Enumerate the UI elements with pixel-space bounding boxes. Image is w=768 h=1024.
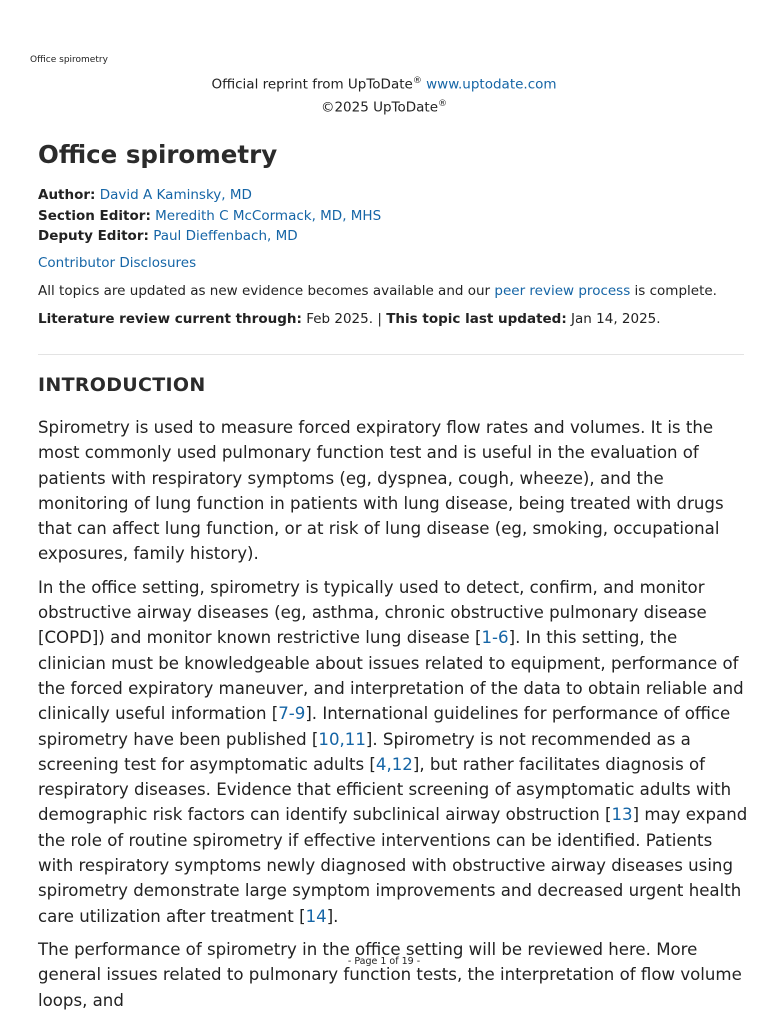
separator: | [377,311,382,327]
reference-link[interactable]: 14 [305,906,327,926]
deputy-editor-link[interactable]: Paul Dieffenbach, MD [153,228,298,244]
paragraph-text: ]. In this setting, the clinician must be knowledgeable about issues related to equipment, performance of the forced expiratory maneuver, and interpretation of the data to obtain reliable and clinically useful information [ [38,628,744,724]
reprint-line [0,72,768,95]
running-head: Office spirometry [30,55,108,65]
section-heading: INTRODUCTION [38,374,206,396]
section-editor-link[interactable]: Meredith C McCormack, MD, MHS [155,207,382,224]
registered-mark: ® [438,98,448,109]
divider [38,354,744,355]
copyright-line [0,95,768,118]
reference-link[interactable]: 4,12 [375,754,413,774]
reference-link[interactable]: 1-6 [481,628,509,648]
reprint-text: Official reprint from UpToDate [211,76,413,93]
author-link[interactable]: David A Kaminsky, MD [99,187,252,203]
paragraph-text: ]. Spirometry is not recommended as a screening test for asymptomatic adults [ [38,729,691,774]
peer-review-link[interactable]: peer review process [494,283,631,299]
literature-review-line [38,311,661,327]
page-footer: - Page 1 of 19 - [347,956,421,967]
byline [38,185,381,247]
reference-link[interactable]: 7-9 [278,704,306,724]
paragraph: Spirometry is used to measure forced expiratory flow rates and volumes. It is the most commonly used pulmonary function test and is useful in the evaluation of patients with respiratory symptoms (eg, dyspnea, cough, wheeze), and the monitoring of lung function in patients with lung disease, being treated with drugs that can affect lung function, or at risk of lung disease (eg, smoking, occupational exposures, family history). [38,418,724,564]
paragraph: The performance of spirometry in the office setting will be reviewed here. More general issues related to pulmonary function tests, the interpretation of flow volume loops, and [38,939,742,1010]
paragraph [38,575,748,929]
uptodate-url-link[interactable]: www.uptodate.com [426,76,557,93]
update-note-text-end: is complete. [634,283,717,299]
update-note-text: All topics are updated as new evidence becomes available and our [38,283,491,299]
reprint-notice [0,72,768,117]
paragraph-text: ], but rather facilitates diagnosis of respiratory diseases. Evidence that efficient screening of asymptomatic adults with demographic risk factors can identify subclinical airway obstruction [ [38,754,732,825]
last-updated-label: This topic last updated: [386,311,567,327]
author-row [38,185,381,206]
contributor-disclosures-link[interactable]: Contributor Disclosures [38,255,197,271]
reference-link[interactable]: 10,11 [318,729,366,749]
last-updated-date: Jan 14, 2025. [571,311,661,327]
deputy-editor-role: Deputy Editor: [38,228,149,244]
deputy-editor-row [38,226,381,247]
update-note [38,283,717,299]
paragraph-text: In the office setting, spirometry is typically used to detect, confirm, and monitor obstructive airway diseases (eg, asthma, chronic obstructive pulmonary disease [COPD]) and monitor known restrictive lung disease [ [38,577,707,648]
paragraph-text: ]. [326,906,339,926]
author-role: Author: [38,187,96,203]
registered-mark: ® [412,76,422,86]
reference-link[interactable]: 13 [611,805,633,825]
section-editor-role: Section Editor: [38,207,151,224]
literature-review-label: Literature review current through: [38,311,302,327]
literature-review-date: Feb 2025. [306,311,374,327]
copyright-text: ©2025 UpToDate [320,99,439,115]
section-editor-row [38,206,381,227]
paragraph-text: ] may expand the role of routine spirometry if effective interventions can be identified. Patients with respiratory symptoms newly diagnosed with obstructive airway diseases using spirometry demonstrate large symptom improvements and decreased urgent health care utilization after treatment [ [38,805,748,926]
page-title: Office spirometry [38,140,278,169]
article-body [38,415,748,1021]
paragraph-text: ]. International guidelines for performance of office spirometry have been published [ [38,704,731,749]
